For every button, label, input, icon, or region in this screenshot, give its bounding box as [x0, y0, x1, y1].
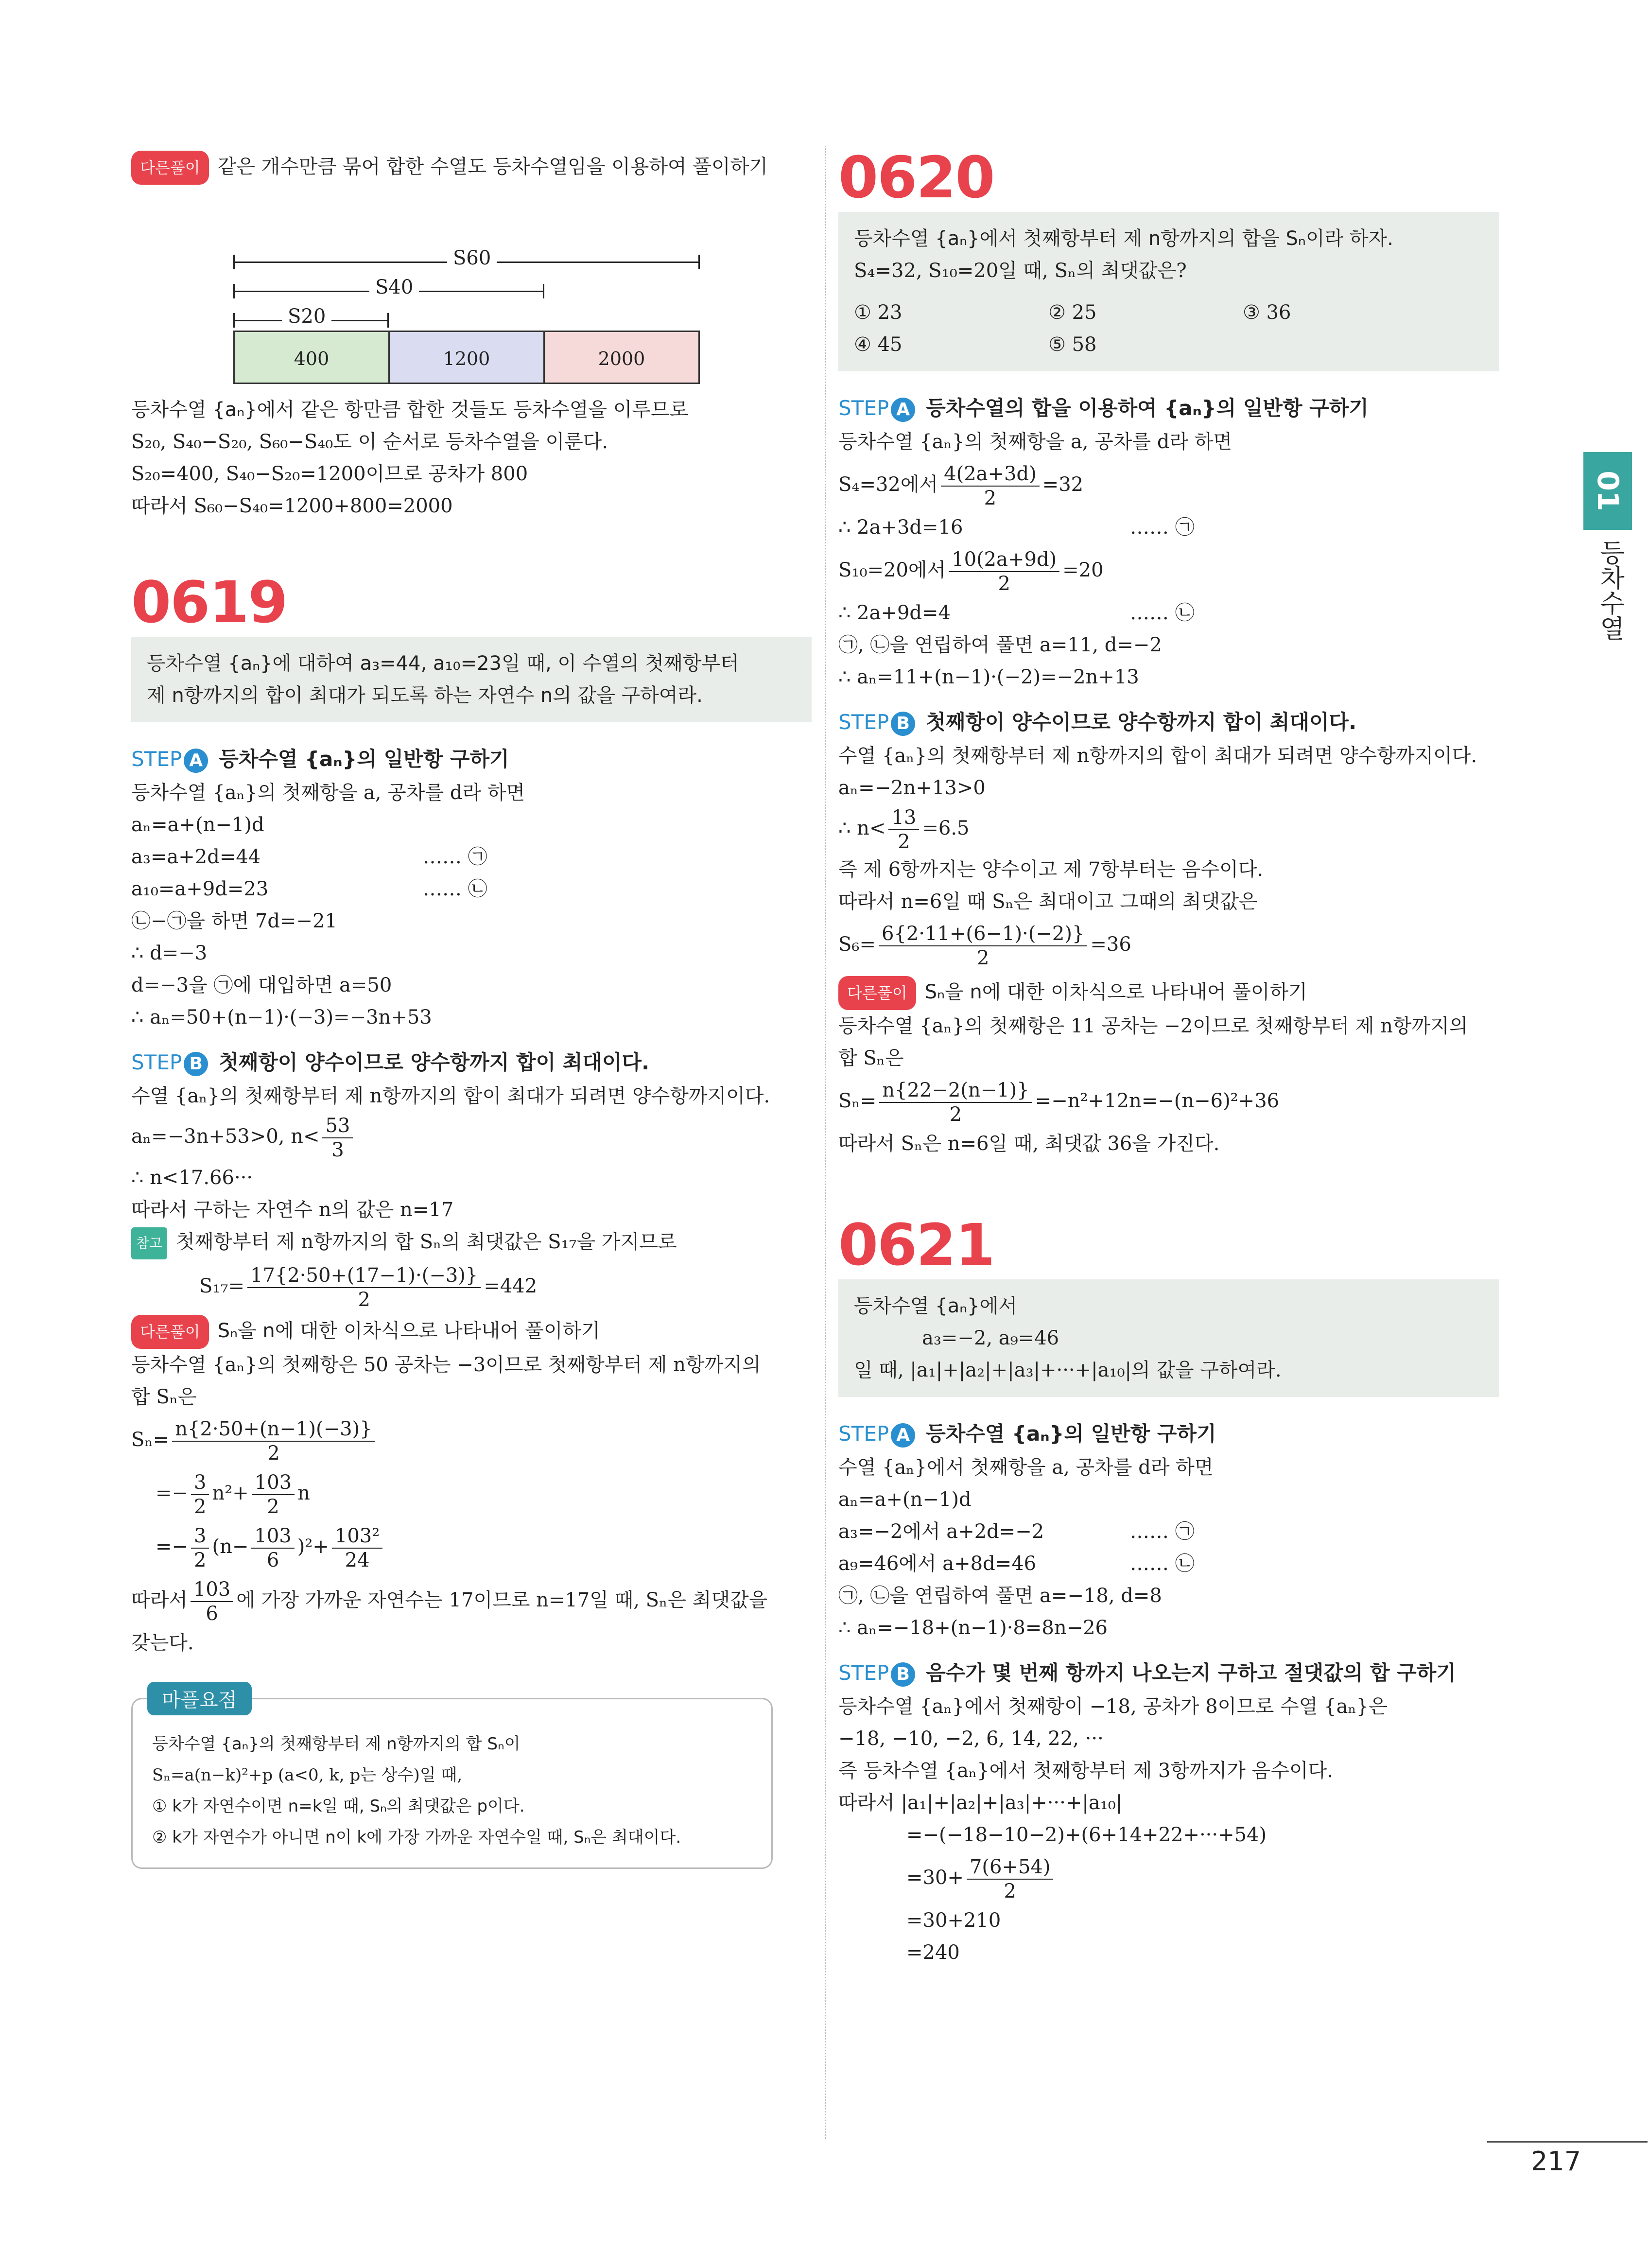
solution-line	[131, 1573, 812, 1627]
fraction	[191, 1524, 209, 1572]
eq: ∴ 2a+9d=4	[838, 602, 951, 624]
solution-line	[838, 1516, 1499, 1548]
mark: …… ㉡	[423, 878, 487, 900]
numerator: n{2·50+(n−1)(−3)}	[172, 1417, 375, 1442]
solution-line: ㉡−㉠을 하면 7d=−21	[131, 910, 337, 932]
fraction	[888, 806, 919, 854]
numerator: 7(6+54)	[967, 1855, 1054, 1880]
mark: …… ㉠	[423, 846, 487, 868]
eq: ∴ 2a+3d=16	[838, 516, 963, 539]
solution-line	[131, 1413, 812, 1466]
step-letter: B	[891, 712, 915, 736]
denominator: 6	[206, 1603, 218, 1625]
step-label: STEP	[838, 1661, 889, 1685]
chapter-tab	[1583, 452, 1632, 530]
solution-line	[838, 918, 1499, 971]
text-line: S₂₀=400, S₄₀−S₂₀=1200이므로 공차가 800	[131, 463, 528, 485]
mark: …… ㉠	[1130, 1520, 1195, 1543]
denominator: 24	[345, 1549, 370, 1571]
solution-line	[131, 841, 812, 873]
step-label: STEP	[838, 1422, 889, 1446]
eq: (n−	[212, 1535, 249, 1558]
eq: =20	[1062, 559, 1104, 581]
choice-1[interactable]: ① 23	[854, 301, 903, 324]
solution-line: =−(−18−10−2)+(6+14+22+···+54)	[906, 1824, 1267, 1846]
column-divider	[825, 146, 828, 2139]
solution-line	[838, 804, 1499, 854]
text-line: 등차수열 {aₙ}에서 같은 항만큼 합한 것들도 등차수열을 이루므로	[131, 399, 689, 421]
solution-line: 따라서 |a₁|+|a₂|+|a₃|+···+|a₁₀|	[838, 1792, 1123, 1814]
solution-line: aₙ=a+(n−1)d	[131, 814, 264, 836]
numerator: 53	[322, 1114, 353, 1138]
chapter-number: 01	[1591, 471, 1625, 511]
choice-2[interactable]: ② 25	[1048, 301, 1097, 324]
problem-number: 0620	[838, 144, 994, 211]
fraction	[332, 1524, 382, 1572]
s60-label: S60	[447, 247, 497, 269]
step-label: STEP	[131, 1050, 182, 1074]
solution-line: 등차수열 {aₙ}에서 첫째항이 −18, 공차가 8이므로 수열 {aₙ}은	[838, 1695, 1388, 1718]
fraction	[967, 1855, 1054, 1903]
alt-solution-title: Sₙ을 n에 대한 이차식으로 나타내어 풀이하기	[217, 1320, 600, 1342]
solution-line: 수열 {aₙ}의 첫째항부터 제 n항까지의 합이 최대가 되려면 양수항까지이다.	[838, 745, 1477, 767]
mark: …… ㉠	[1130, 516, 1195, 539]
numerator: 3	[191, 1524, 209, 1549]
eq: =−	[156, 1535, 189, 1558]
fraction	[879, 922, 1087, 970]
eq: a₁₀=a+9d=23	[131, 878, 269, 900]
step-letter: B	[184, 1052, 208, 1076]
step-label: STEP	[838, 396, 889, 420]
alt-solution-tag: 다른풀이	[131, 1315, 209, 1349]
solution-line: ∴ aₙ=−18+(n−1)·8=8n−26	[838, 1617, 1108, 1639]
step-a-header	[838, 1416, 1499, 1451]
step-letter: B	[891, 1662, 915, 1687]
choice-4[interactable]: ④ 45	[854, 333, 903, 356]
segment-2: 1200	[388, 331, 545, 384]
answer-choices	[854, 297, 1484, 361]
solution-line: 갖는다.	[131, 1632, 194, 1654]
solution-line: aₙ=−2n+13>0	[838, 777, 986, 799]
s40-bracket	[233, 276, 544, 298]
solution-line	[131, 1259, 812, 1313]
fraction	[949, 548, 1059, 595]
fraction	[941, 462, 1040, 510]
mark: …… ㉡	[1130, 602, 1195, 624]
solution-line: 따라서 n=6일 때 Sₙ은 최대이고 그때의 최댓값은	[838, 890, 1258, 913]
step-title: 등차수열의 합을 이용하여 {aₙ}의 일반항 구하기	[926, 396, 1369, 420]
alt-solution-header	[131, 151, 812, 185]
step-title: 첫째항이 양수이므로 양수항까지 합이 최대이다.	[219, 1050, 650, 1074]
solution-line: 등차수열 {aₙ}의 첫째항을 a, 공차를 d라 하면	[838, 431, 1232, 453]
choice-5[interactable]: ⑤ 58	[1048, 333, 1097, 356]
page-divider	[1487, 2141, 1648, 2143]
mark: …… ㉡	[1130, 1553, 1195, 1575]
step-letter: A	[184, 749, 208, 773]
solution-line	[131, 1520, 812, 1573]
eq: =442	[484, 1275, 538, 1297]
statement-line: 등차수열 {aₙ}에서 첫째항부터 제 n항까지의 합을 Sₙ이라 하자.	[854, 227, 1393, 250]
solution-line	[838, 597, 1499, 629]
solution-line: 수열 {aₙ}에서 첫째항을 a, 공차를 d라 하면	[838, 1456, 1214, 1479]
eq: =32	[1042, 473, 1084, 496]
step-title: 등차수열 {aₙ}의 일반항 구하기	[926, 1422, 1216, 1446]
step-b-header	[838, 705, 1499, 740]
alt-solution-tag: 다른풀이	[131, 151, 209, 185]
step-title: 음수가 몇 번째 항까지 나오는지 구하고 절댓값의 합 구하기	[926, 1661, 1456, 1685]
alt-solution-tag: 다른풀이	[838, 976, 916, 1010]
fraction	[252, 1471, 295, 1518]
step-a-header	[131, 742, 812, 777]
alt-solution-title: Sₙ을 n에 대한 이차식으로 나타내어 풀이하기	[924, 981, 1307, 1003]
statement-line: 일 때, |a₁|+|a₂|+|a₃|+···+|a₁₀|의 값을 구하여라.	[854, 1359, 1282, 1381]
denominator: 2	[194, 1549, 207, 1571]
numerator: 103²	[332, 1524, 382, 1549]
numerator: 10(2a+9d)	[949, 548, 1059, 572]
numerator: n{22−2(n−1)}	[879, 1079, 1032, 1103]
text-line: S₂₀, S₄₀−S₂₀, S₆₀−S₄₀도 이 순서로 등차수열을 이룬다.	[131, 431, 608, 453]
solution-line: 수열 {aₙ}의 첫째항부터 제 n항까지의 합이 최대가 되려면 양수항까지이다.	[131, 1085, 770, 1107]
statement-line: 등차수열 {aₙ}에 대하여 a₃=44, a₁₀=23일 때, 이 수열의 첫째항부터	[147, 652, 739, 675]
solution-line	[838, 1548, 1499, 1580]
summary-title: 마플요점	[147, 1682, 252, 1715]
eq: S₄=32에서	[838, 473, 938, 496]
eq: S₁₇=	[199, 1275, 244, 1297]
summary-line: ② k가 자연수가 아니면 n이 k에 가장 가까운 자연수일 때, Sₙ은 최대이다.	[152, 1828, 681, 1847]
summary-box	[131, 1689, 773, 1869]
step-b-header	[838, 1656, 1499, 1691]
summary-line: ① k가 자연수이면 n=k일 때, Sₙ의 최댓값은 p이다.	[152, 1797, 525, 1816]
denominator: 2	[267, 1442, 280, 1465]
solution-line: 등차수열 {aₙ}의 첫째항은 11 공차는 −2이므로 첫째항부터 제 n항까지의	[838, 1015, 1468, 1037]
left-column	[131, 151, 812, 1869]
fraction	[322, 1114, 353, 1162]
numerator: 17{2·50+(17−1)·(−3)}	[247, 1264, 481, 1288]
eq: ∴ n<	[838, 817, 886, 839]
solution-line	[838, 458, 1499, 511]
fraction	[191, 1578, 233, 1625]
sum-diagram	[131, 190, 666, 374]
solution-line: ㉠, ㉡을 연립하여 풀면 a=11, d=−2	[838, 634, 1162, 656]
numerator: 13	[888, 806, 919, 830]
eq: S₁₀=20에서	[838, 559, 946, 581]
denominator: 2	[998, 573, 1010, 595]
solution-line	[131, 873, 812, 905]
solution-line: ∴ n<17.66···	[131, 1167, 253, 1189]
statement-line: S₄=32, S₁₀=20일 때, Sₙ의 최댓값은?	[854, 260, 1187, 282]
denominator: 6	[266, 1549, 279, 1571]
right-column	[838, 146, 1499, 1969]
step-letter: A	[891, 1423, 915, 1448]
text-line: 따라서 S₆₀−S₄₀=1200+800=2000	[131, 495, 453, 517]
solution-line: 합 Sₙ은	[131, 1386, 197, 1408]
alt-solution-header	[838, 976, 1499, 1010]
step-title: 등차수열 {aₙ}의 일반항 구하기	[219, 747, 509, 771]
alt-solution-header	[131, 1315, 812, 1349]
step-label: STEP	[838, 710, 889, 734]
denominator: 2	[898, 831, 910, 853]
numerator: 3	[191, 1471, 209, 1495]
eq: =30+	[906, 1867, 964, 1889]
solution-line: 등차수열 {aₙ}의 첫째항을 a, 공차를 d라 하면	[131, 782, 525, 804]
solution-line: =30+210	[906, 1909, 1001, 1932]
statement-line: 등차수열 {aₙ}에서	[854, 1295, 1017, 1317]
s20-bracket	[233, 305, 389, 328]
solution-line: −18, −10, −2, 6, 14, 22, ···	[838, 1727, 1104, 1750]
denominator: 2	[358, 1289, 370, 1311]
denominator: 2	[1004, 1880, 1016, 1902]
solution-line	[131, 1466, 812, 1520]
problem-statement	[131, 637, 812, 722]
fraction	[247, 1264, 481, 1311]
note-line	[131, 1226, 812, 1259]
solution-line	[838, 543, 1499, 597]
eq: =−	[156, 1482, 189, 1504]
note-tag: 참고	[131, 1227, 167, 1259]
eq: a₃=a+2d=44	[131, 846, 261, 868]
solution-line: ∴ d=−3	[131, 942, 208, 964]
problem-number: 0619	[131, 569, 287, 636]
numerator: 4(2a+3d)	[941, 462, 1040, 487]
solution-line: aₙ=a+(n−1)d	[838, 1488, 972, 1511]
step-b-header	[131, 1045, 812, 1080]
denominator: 2	[976, 947, 989, 969]
eq: 따라서	[131, 1589, 188, 1611]
step-title: 첫째항이 양수이므로 양수항까지 합이 최대이다.	[926, 710, 1357, 734]
denominator: 2	[984, 487, 997, 509]
eq: 에 가장 가까운 자연수는 17이므로 n=17일 때, Sₙ은 최댓값을	[236, 1589, 768, 1611]
numerator: 103	[251, 1524, 294, 1549]
statement-line: a₃=−2, a₉=46	[922, 1327, 1059, 1349]
solution-line: ∴ aₙ=11+(n−1)·(−2)=−2n+13	[838, 666, 1139, 688]
segment-3: 2000	[543, 331, 700, 384]
eq: =36	[1090, 933, 1131, 956]
fraction	[879, 1079, 1032, 1126]
solution-line: =240	[906, 1941, 960, 1964]
solution-line: 따라서 Sₙ은 n=6일 때, 최댓값 36을 가진다.	[838, 1133, 1220, 1155]
solution-line: 합 Sₙ은	[838, 1047, 904, 1069]
eq: S₆=	[838, 933, 876, 956]
solution-line	[838, 1851, 1499, 1904]
denominator: 2	[267, 1496, 279, 1518]
solution-line: 따라서 구하는 자연수 n의 값은 n=17	[131, 1199, 454, 1221]
solution-line: ㉠, ㉡을 연립하여 풀면 a=−18, d=8	[838, 1585, 1162, 1607]
s40-label: S40	[369, 276, 419, 298]
problem-statement	[838, 212, 1499, 371]
segment-1: 400	[233, 331, 390, 384]
step-letter: A	[891, 398, 915, 422]
alt-solution-title: 같은 개수만큼 묶어 합한 수열도 등차수열임을 이용하여 풀이하기	[217, 156, 768, 178]
eq: =6.5	[922, 817, 970, 839]
solution-line: 즉 등차수열 {aₙ}에서 첫째항부터 제 3항까지가 음수이다.	[838, 1760, 1333, 1782]
fraction	[172, 1417, 375, 1465]
solution-line: 등차수열 {aₙ}의 첫째항은 50 공차는 −3이므로 첫째항부터 제 n항까지의	[131, 1354, 761, 1376]
page-number: 217	[1531, 2146, 1581, 2177]
summary-line: 등차수열 {aₙ}의 첫째항부터 제 n항까지의 합 Sₙ이	[152, 1734, 521, 1754]
note-text: 첫째항부터 제 n항까지의 합 Sₙ의 최댓값은 S₁₇을 가지므로	[176, 1231, 677, 1253]
denominator: 2	[949, 1103, 962, 1126]
summary-line: Sₙ=a(n−k)²+p (a<0, k, p는 상수)일 때,	[152, 1765, 463, 1785]
problem-number: 0621	[838, 1211, 994, 1278]
eq: a₉=46에서 a+8d=46	[838, 1553, 1037, 1575]
solution-line: ∴ aₙ=50+(n−1)·(−3)=−3n+53	[131, 1006, 432, 1029]
numerator: 103	[252, 1471, 295, 1495]
step-a-header	[838, 391, 1499, 426]
s20-label: S20	[282, 305, 331, 328]
fraction	[191, 1471, 209, 1518]
numerator: 103	[191, 1578, 233, 1602]
eq: n	[297, 1482, 310, 1504]
eq: =−n²+12n=−(n−6)²+36	[1035, 1090, 1280, 1112]
eq: Sₙ=	[131, 1429, 170, 1451]
step-label: STEP	[131, 747, 182, 771]
solution-line	[131, 1112, 812, 1162]
eq: a₃=−2에서 a+2d=−2	[838, 1520, 1044, 1543]
eq: Sₙ=	[838, 1090, 877, 1112]
eq: n²+	[212, 1482, 249, 1504]
denominator: 3	[331, 1139, 344, 1161]
problem-statement	[838, 1279, 1499, 1397]
solution-line	[838, 511, 1499, 543]
numerator: 6{2·11+(6−1)·(−2)}	[879, 922, 1087, 946]
choice-3[interactable]: ③ 36	[1243, 301, 1291, 324]
s60-bracket	[233, 247, 700, 269]
denominator: 2	[194, 1496, 207, 1518]
solution-line: 즉 제 6항까지는 양수이고 제 7항부터는 음수이다.	[838, 858, 1264, 881]
statement-line: 제 n항까지의 합이 최대가 되도록 하는 자연수 n의 값을 구하여라.	[147, 684, 703, 707]
solution-line: d=−3을 ㉠에 대입하면 a=50	[131, 974, 392, 996]
fraction	[251, 1524, 294, 1572]
solution-line	[838, 1074, 1499, 1128]
eq: aₙ=−3n+53>0, n<	[131, 1125, 320, 1148]
chapter-label: 등차수열	[1595, 540, 1624, 641]
eq: )²+	[297, 1535, 329, 1558]
